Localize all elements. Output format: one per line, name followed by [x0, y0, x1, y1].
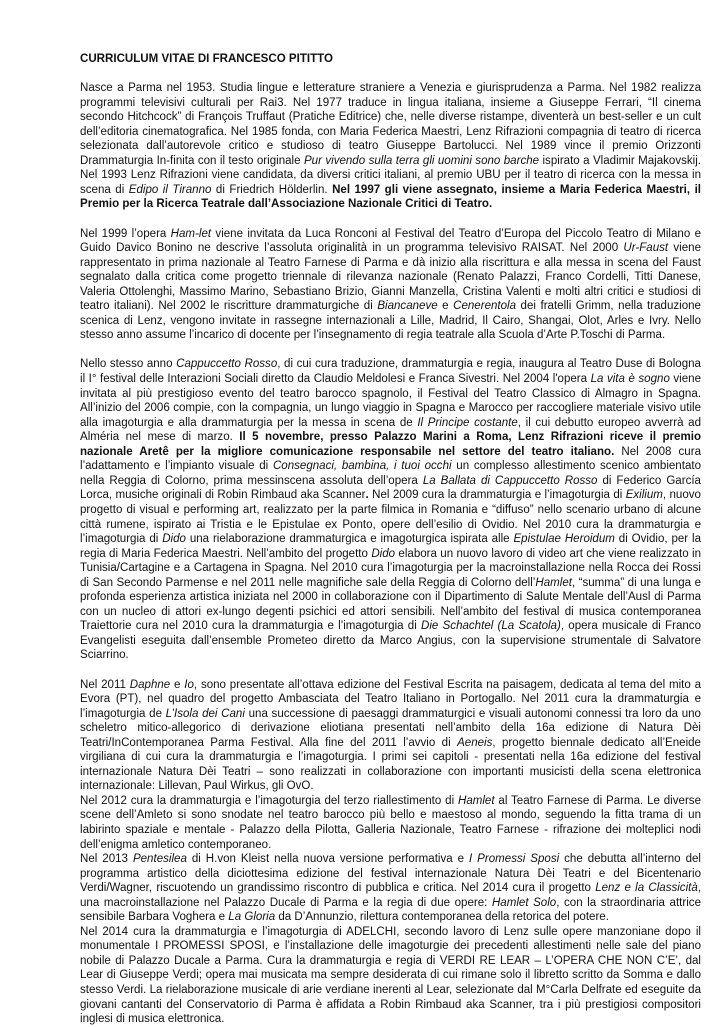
italic-title: Cappuccetto Rosso [176, 358, 278, 371]
text-run: al Teatro Farnese di Parma. Le diverse scene dell’Amleto si sono snodate nel teatro barocco più bello e maestoso al mondo, seguendo la fitta trama di un labirinto spaziale e mentale - Palazzo della Pilotta, Galleria Nazionale, Teatro Farnese - rifrazione dei molteplici nodi dell’enigma amletico contemporaneo. [80, 794, 701, 851]
text-run: , il cui debutto europeo avverrà ad Alméria nel mese di marzo. [80, 416, 701, 444]
text-run: , con la straordinaria attrice sensibile Barbara Voghera e [80, 896, 701, 924]
text-run: Nel 2013 [80, 853, 133, 866]
italic-title: Cenerentola [453, 300, 517, 313]
italic-title: Aeneis [457, 736, 493, 749]
italic-title: Ur-Faust [623, 242, 669, 255]
italic-title: Edipo il Tiranno [128, 183, 212, 196]
italic-title: La vita è sogno [590, 373, 670, 386]
paragraph [80, 678, 701, 794]
italic-title: Daphne [129, 678, 171, 691]
document-title: CURRICULUM VITAE DI FRANCESCO PITITTO [80, 53, 333, 65]
text-run: di Federico García Lorca, musiche originali di Robin Rimbaud aka Scanner [80, 474, 701, 502]
italic-title: Ham-let [170, 227, 212, 240]
paragraph [80, 925, 701, 1027]
text-run: di H.von Kleist nella nuova versione performativa e [186, 853, 470, 866]
text-run: Nel 2012 cura la drammaturgia e l’imagoturgia del terzo riallestimento di [80, 794, 458, 807]
text-run: Nel 2011 [80, 678, 130, 691]
text-run: un complesso allestimento scenico ambientato nella Reggia di Colorno, prima messinscena assoluta dell’opera [80, 460, 701, 487]
italic-title: Il Principe costante [417, 416, 518, 429]
italic-title: Lenz e la Classicità [595, 882, 698, 895]
text-run: e [437, 300, 454, 313]
text-run: , progetto biennale dedicato all’Eneide virgiliana di cui cura la drammaturgia e l’imagoturgia. I primi sei capitoli - presentati nella 16a edizione del festival internazionale Natura Dèi Teatri – sono realizzati in collaborazione con importanti musicisti della scena elettronica internazionale: Lillevan, Paul Wirkus, gli OvO. [80, 736, 701, 793]
text-run: , opera musicale di Franco Evangelisti eseguita dall’ensemble Prometeo diretto da Marco Angius, con la supervisione strumentale di Salvatore Sciarrino. [80, 620, 701, 662]
text-run: di Ovidio, per la regia di Maria Federica Maestri. Nell’ambito del progetto [80, 533, 701, 560]
text-run: , nuovo progetto di visual e performing art, realizzato per la parte filmica in Romania e “diffuso” nello scenario urbano di alcune città rumene, ispirato ai Tristia e le Epistulae ex Ponto, opere dell’esilio di Ovidio. Nel 2010 cura la drammaturgia e l’imagoturgia di [80, 489, 701, 546]
text-run: Nel 2009 cura la drammaturgia e l’imagoturgia di [368, 489, 626, 502]
text-run: Nel 2014 cura la drammaturgia e l’imagoturgia di ADELCHI, secondo lavoro di Lenz sulle opere manzoniane dopo il monumentale I PROMESSI SPOSI, e l’installazione delle imagoturgie dei precedenti allestimenti nelle sale del piano nobile di Palazzo Ducale a Parma. Cura la drammaturgia e regia di VERDI RE LEAR – L’OPERA CHE NON C’E’, dal Lear di Giuseppe Verdi; opera mai musicata ma sempre desiderata di cui rimane solo il libretto scritto da Somma e dallo stesso Verdi. La rielaborazione musicale di arie verdiane inerenti al Lear, selezionate dal M°Carla Delfrate ed eseguite da giovani cantanti del Conservatorio di Parma è affidata a Robin Rimbaud aka Scanner, tra i più prestigiosi compositori inglesi di musica elettronica. [80, 925, 701, 1026]
document-body [80, 81, 701, 1027]
italic-title: Io [184, 678, 194, 691]
text-run: Nel 2008 cura l’adattamento e l’impianto visuale di [80, 445, 701, 473]
text-run: viene rappresentato in prima nazionale al Teatro Farnese di Parma e dà inizio alla riscrittura e alla messa in scena del Faust segnalato dalla critica come progetto triennale di rilevanza nazionale (Renato Palazzi, Franco Cordelli, Titti Danese, Valeria Ottolenghi, Massimo Marino, Sebastiano Brizio, Gianni Manzella, Cristina Valenti e molti altri critici e studiosi di teatro italiani). Nel 2002 le riscritture drammaturgiche di [80, 242, 702, 313]
italic-title: Consegnaci, bambina, i tuoi occhi [272, 460, 452, 473]
italic-title: Hamlet [535, 576, 572, 589]
paragraph [80, 794, 701, 852]
document-page [80, 52, 701, 1027]
italic-title: Exilium [625, 489, 663, 502]
text-run: elabora un nuovo lavoro di video art che viene realizzato in Tunisia/Cartagine e a Cartagena in Spagna. Nel 2010 cura l’imagoturgia per la macroinstallazione nella Rocca dei Rossi di San Secondo Parmense e nel 2011 nelle magnifiche sale della Reggia di Colorno dell’ [80, 547, 701, 589]
italic-title: L’Isola dei Cani [165, 707, 245, 720]
text-run: da D’Annunzio, rilettura contemporanea della retorica del potere. [275, 911, 609, 924]
text-run: viene invitata da Luca Ronconi al Festival del Teatro d’Europa del Piccolo Teatro di Milano e Guido Davico Bonino ne descrive l’assoluta originalità in un programma televisivo RAISAT. Nel 2000 [80, 227, 701, 255]
text-run: Nel 1999 l’opera [80, 227, 171, 240]
italic-title: Die Schachtel (La Scatola) [421, 620, 561, 633]
bold-text: . [365, 489, 369, 502]
text-run: di Friedrich Hölderlin. [211, 183, 333, 196]
paragraph [80, 357, 701, 662]
text-run: Nasce a Parma nel 1953. Studia lingue e letterature straniere a Venezia e giurisprudenza a Parma. Nel 1982 realizza programmi televisivi culturali per Rai3. Nel 1977 traduce in lingua italiana, insieme a Giuseppe Ferrari, “Il cinema secondo Hitchcock” di François Truffaut (Pratiche Editrice) che, nelle diverse ristampe, diventerà un best-seller e un cult dell’editoria cinematografica. Nel 1985 fonda, con Maria Federica Maestri, Lenz Rifrazioni compagnia di teatro di ricerca selezionata dall’autorevole critico e studioso di teatro Giuseppe Bartolucci. Nel 1989 vince il premio Orizzonti Drammaturgia In-finita con il testo originale [80, 82, 701, 167]
text-run: Nello stesso anno [80, 358, 177, 371]
italic-title: Hamlet Solo [491, 896, 557, 909]
italic-title: La Ballata di Cappuccetto Rosso [422, 474, 598, 487]
paragraph [80, 81, 701, 212]
text-run: e [170, 678, 185, 691]
text-run: , sono presentate all’ottava edizione del Festival Escrita na paisagem, dedicata al tema del mito a Evora (PT), nel quadro del progetto Ambasciata del Teatro Italiano in Portogallo. Nel 2011 cura la drammaturgia e l’imagoturgia de [80, 678, 702, 720]
italic-title: Pentesilea [132, 853, 187, 866]
italic-title: Dido [162, 533, 186, 546]
text-run: una rielaborazione drammaturgica e imagoturgica ispirata alle [185, 533, 514, 546]
italic-title: La Gloria [228, 911, 276, 924]
italic-title: Hamlet [457, 794, 495, 807]
paragraph [80, 852, 701, 925]
italic-title: Biancaneve [377, 300, 438, 313]
italic-title: I Promessi Sposi [469, 853, 560, 866]
italic-title: Epistulae Heroidum [513, 533, 615, 546]
text-run: dei fratelli Grimm, nella traduzione scenica di Lenz, vengono invitate in rassegne internazionali a Lille, Madrid, Il Cairo, Shangai, Olot, Arles e Ivry. Nello stesso anno assume l’incarico di docente per l’insegnamento di regia teatrale alla Scuola d’Arte P.Toschi di Parma. [80, 300, 701, 342]
text-run: , di cui cura traduzione, drammaturgia e regia, inaugura al Teatro Duse di Bologna il I° festival delle Interazioni Sociali diretto da Claudio Meldolesi e Franca Sivestri. Nel 2004 l'opera [80, 358, 701, 386]
text-run: ispirato a Vladimir Majakovskij. Nel 1993 Lenz Rifrazioni viene candidata, da diversi critici italiani, al premio UBU per il teatro di ricerca con la messa in scena di [80, 154, 701, 196]
bold-text: Il 5 novembre, presso Palazzo Marini a Roma, Lenz Rifrazioni riceve il premio nazionale Aretê per la migliore comunicazione responsabile nel settore del teatro italiano. [80, 431, 702, 458]
text-run: una successione di paesaggi drammaturgici e visuali autonomi connessi tra loro da uno scheletro mitico-allegorico di derivazione eliotiana presentati nell’ambito della 16a edizione di Natura Dèi Teatri/InContemporanea Parma Festival. Alla fine del 2011 l’avvio di [80, 707, 701, 749]
bold-text: Nel 1997 gli viene assegnato, insieme a Maria Federica Maestri, il Premio per la Ricerca Teatrale dall’Associazione Nazionale Critici di Teatro. [80, 183, 701, 211]
italic-title: Dido [371, 547, 396, 560]
text-run: , una macroinstallazione nel Palazzo Ducale di Parma e la regia di due opere: [80, 882, 701, 909]
text-run: che debutta all’interno del programma artistico della diciottesima edizione del festival internazionale Natura Dèi Teatri e del Bicentenario Verdi/Wagner, riscuotendo un grandissimo riscontro di pubblica e critica. Nel 2014 cura il progetto [80, 853, 701, 895]
italic-title: Pur vivendo sulla terra gli uomini sono barche [303, 154, 540, 167]
text-run: , “summa” di una lunga e profonda esperienza artistica iniziata nel 2000 in collaborazione con il Dipartimento di Salute Mentale dell’Ausl di Parma con un nucleo di attori ex-lungo degenti psichici ed attori sensibili. Nell’ambito del festival di musica contemporanea Traiettorie cura nel 2010 cura la drammaturgia e l’imagoturgia di [80, 576, 701, 633]
text-run: viene invitata al più prestigioso evento del teatro barocco spagnolo, il Festival del Teatro Classico di Almagro in Spagna. All’inizio del 2006 compie, con la compagnia, un lungo viaggio in Spagna e Marocco per raccogliere materiale visivo utile alla imagoturgia e alla drammaturgia per la messa in scena de [80, 373, 702, 429]
paragraph [80, 227, 701, 343]
